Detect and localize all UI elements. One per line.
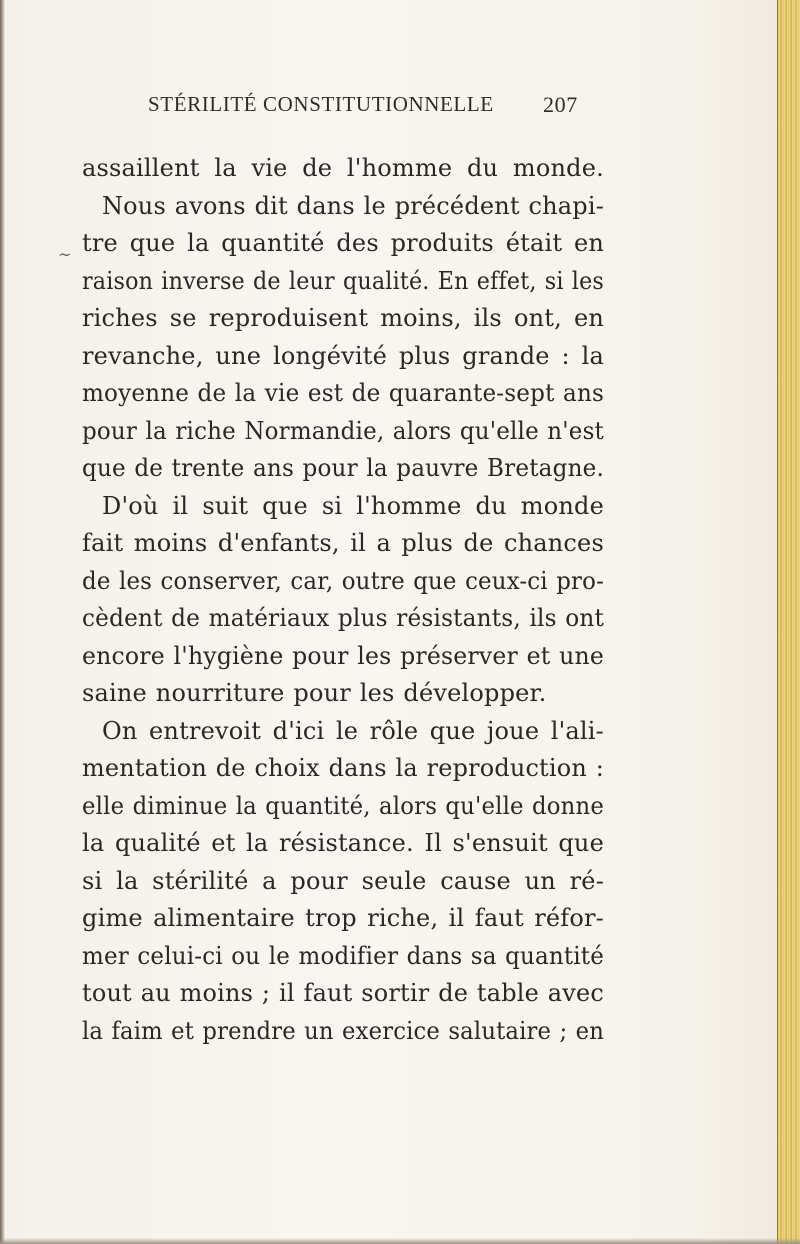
- text-line: saine nourriture pour les développer.: [82, 679, 547, 707]
- text-line: Nous avons dit dans le précédent chapi-: [102, 191, 605, 220]
- text-line: cèdent de matériaux plus résistants, ils ont: [82, 604, 605, 632]
- text-line: moyenne de la vie est de quarante-sept ans: [82, 379, 605, 407]
- text-line: encore l'hygiène pour les préserver et une: [82, 641, 604, 670]
- text-line: la faim et prendre un exercice salutaire ; en: [82, 1016, 605, 1045]
- text-line: si la stérilité a pour seule cause un ré-: [82, 866, 605, 895]
- text-line: tre que la quantité des produits était en: [82, 229, 605, 257]
- running-title: STÉRILITÉ CONSTITUTIONNELLE: [148, 92, 494, 116]
- text-line: elle diminue la quantité, alors qu'elle donne: [82, 791, 605, 820]
- text-line: On entrevoit d'ici le rôle que joue l'ali-: [102, 716, 604, 745]
- running-head: [148, 92, 708, 122]
- page-fore-edge: [777, 0, 800, 1244]
- text-line: raison inverse de leur qualité. En effet, si les: [82, 266, 604, 295]
- text-line: mer celui-ci ou le modifier dans sa quantité: [82, 941, 605, 970]
- margin-mark: ~: [58, 245, 72, 264]
- text-line: riches se reproduisent moins, ils ont, en: [82, 304, 605, 332]
- body-text: [82, 150, 604, 1050]
- page-binding-shadow: [0, 0, 5, 1244]
- text-line: pour la riche Normandie, alors qu'elle n'est: [82, 416, 604, 445]
- text-line: revanche, une longévité plus grande : la: [82, 341, 605, 370]
- text-line: mentation de choix dans la reproduction :: [82, 754, 604, 782]
- page-number: 207: [543, 92, 578, 117]
- text-line: gime alimentaire trop riche, il faut réfor-: [82, 904, 604, 932]
- text-line: que de trente ans pour la pauvre Bretagne.: [82, 454, 604, 482]
- text-line: de les conserver, car, outre que ceux-ci pro-: [82, 566, 604, 595]
- text-line: la qualité et la résistance. Il s'ensuit que: [82, 829, 604, 857]
- text-line: assaillent la vie de l'homme du monde.: [82, 154, 604, 182]
- text-line: fait moins d'enfants, il a plus de chances: [82, 529, 604, 557]
- page-bottom-shadow: [0, 1238, 800, 1244]
- text-line: tout au moins ; il faut sortir de table avec: [82, 979, 604, 1007]
- text-line: D'où il suit que si l'homme du monde: [102, 491, 605, 520]
